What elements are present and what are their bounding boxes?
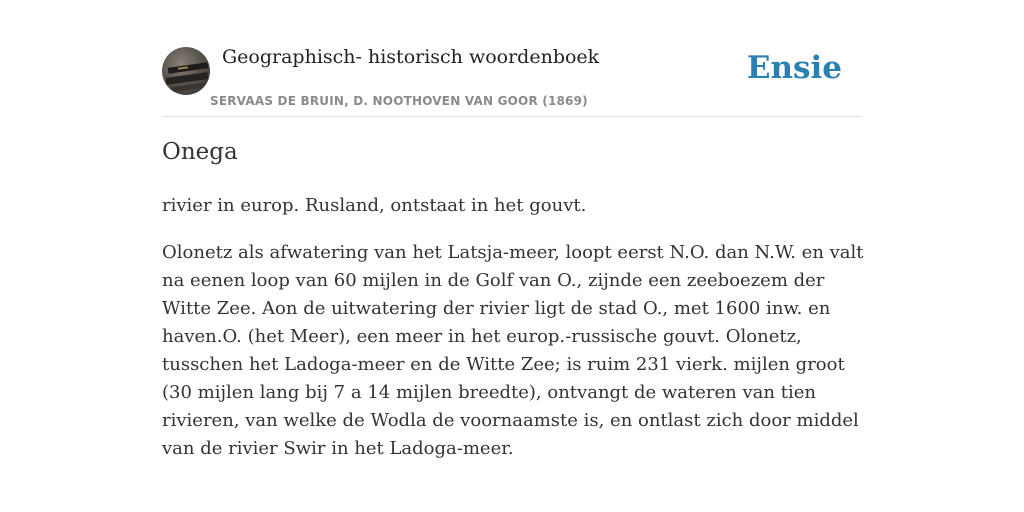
source-header — [162, 40, 862, 117]
ensie-logo-link[interactable]: Ensie — [746, 50, 842, 86]
entry-body — [162, 192, 872, 482]
entry-title: Onega — [162, 139, 238, 165]
entry-paragraph: Olonetz als afwatering van het Latsja-meer, loopt eerst N.O. dan N.W. en valt na eenen loop van 60 mijlen in de Golf van O., zijnde een zeeboezem der Witte Zee. Aon de uitwatering der rivier ligt de stad O., met 1600 inw. en haven.O. (het Meer), een meer in het europ.-russische gouvt. Olonetz, tusschen het Ladoga-meer en de Witte Zee; is ruim 231 vierk. mijlen groot (30 mijlen lang bij 7 a 14 mijlen breedte), ontvangt de wateren van tien rivieren, van welke de Wodla de voornaamste is, en ontlast zich door middel van de rivier Swir in het Ladoga-meer. — [162, 242, 864, 459]
book-cover-thumbnail[interactable] — [162, 47, 210, 95]
book-title-link[interactable]: Geographisch- historisch woordenboek — [222, 46, 600, 68]
entry-paragraph: rivier in europ. Rusland, ontstaat in het gouvt. — [162, 195, 587, 216]
book-spine-shape — [170, 83, 206, 93]
book-authors: SERVAAS DE BRUIN, D. NOOTHOVEN VAN GOOR (1869) — [210, 94, 588, 108]
